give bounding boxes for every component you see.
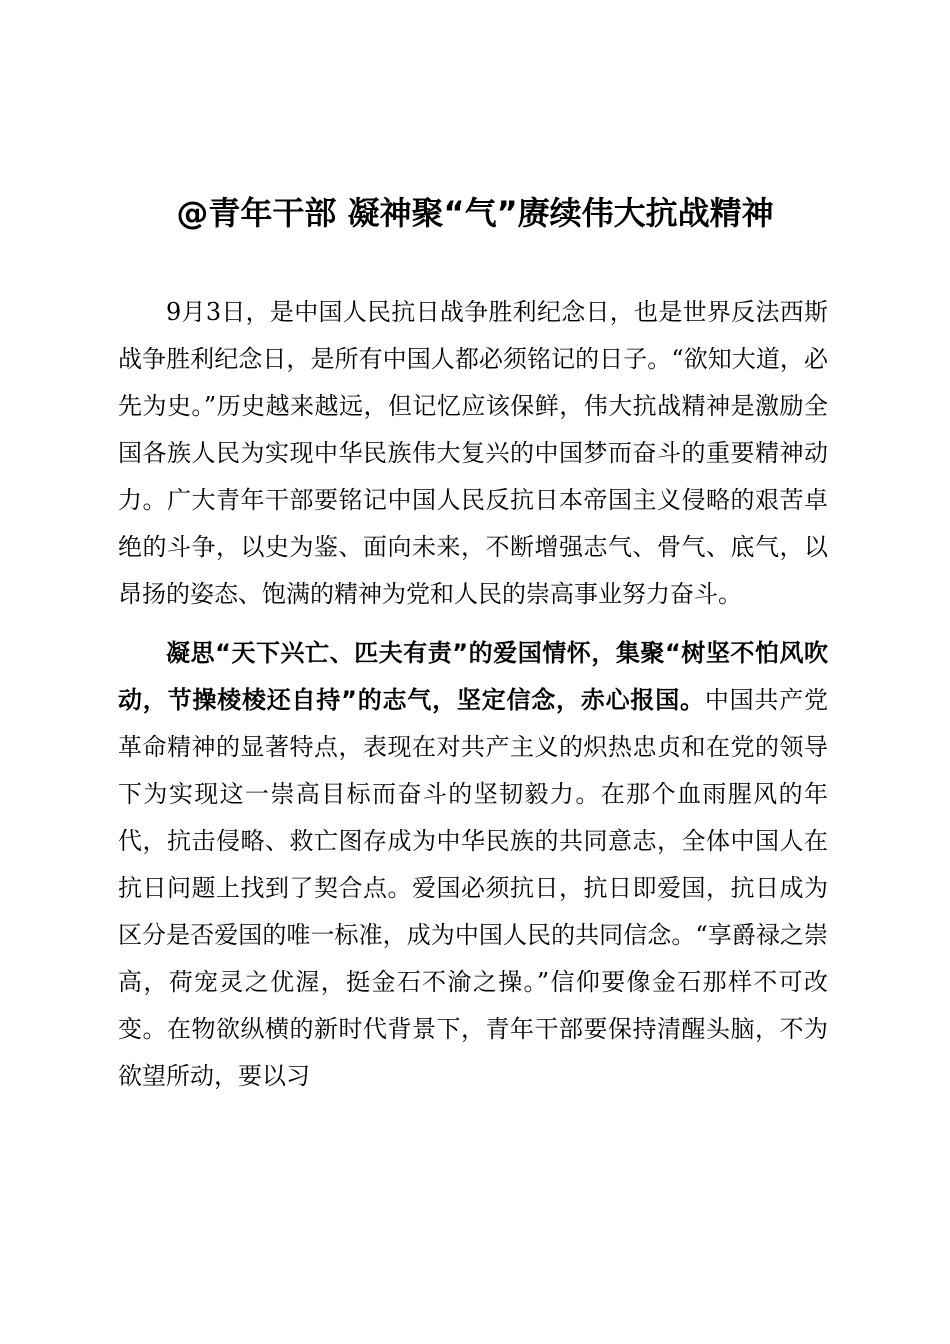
paragraph-2	[118, 630, 828, 1100]
paragraph-2-body: 中国共产党革命精神的显著特点，表现在对共产主义的炽热忠贞和在党的领导下为实现这一崇高目标而奋斗的坚韧毅力。在那个血雨腥风的年代，抗击侵略、救亡图存成为中华民族的共同意志，全体中国人在抗日问题上找到了契合点。爱国必须抗日，抗日即爱国，抗日成为区分是否爱国的唯一标准，成为中国人民的共同信念。“享爵禄之崇高，荷宠灵之优渥，挺金石不渝之操。”信仰要像金石那样不可改变。在物欲纵横的新时代背景下，青年干部要保持清醒头脑，不为欲望所动，要以习	[118, 686, 829, 1090]
paragraph-1: 9月3日，是中国人民抗日战争胜利纪念日，也是世界反法西斯战争胜利纪念日，是所有中国人都必须铭记的日子。“欲知大道，必先为史。”历史越来越远，但记忆应该保鲜，伟大抗战精神是激励全国各族人民为实现中华民族伟大复兴的中国梦而奋斗的重要精神动力。广大青年干部要铭记中国人民反抗日本帝国主义侵略的艰苦卓绝的斗争，以史为鉴、面向未来，不断增强志气、骨气、底气，以昂扬的姿态、饱满的精神为党和人民的崇高事业努力奋斗。	[118, 298, 828, 608]
document-title: @青年干部 凝神聚“气”赓续伟大抗战精神	[176, 194, 774, 232]
document-body	[118, 289, 828, 1100]
paragraph-2-lead: 凝思“天下兴亡、匹夫有责”的爱国情怀，集聚“树坚不怕风吹动，节操棱棱还自持”的志气，坚定信念，赤心报国。	[118, 639, 828, 714]
